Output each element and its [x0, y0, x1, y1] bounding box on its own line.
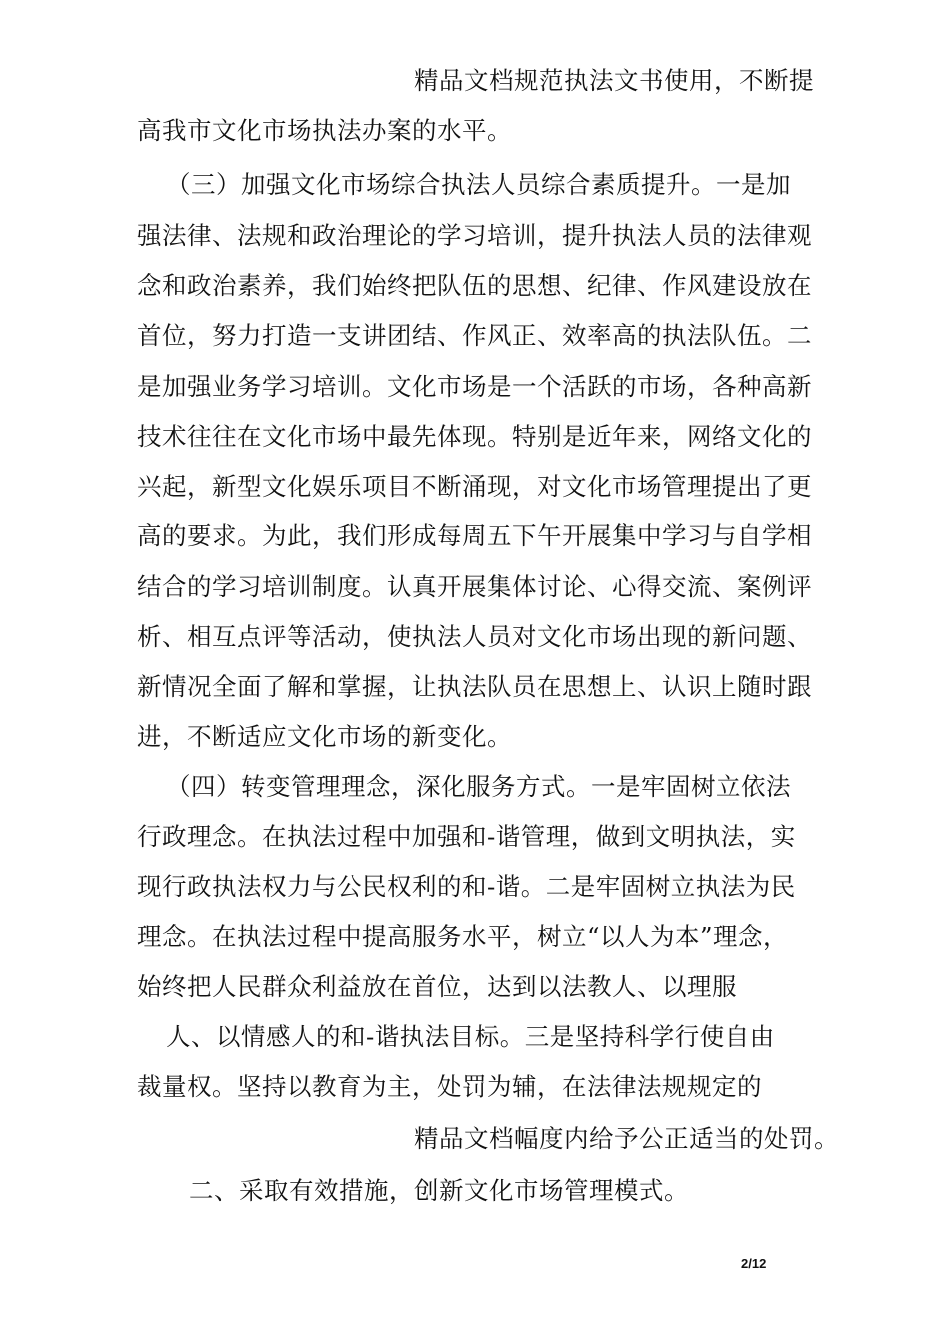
text-line: 强法律、法规和政治理论的学习培训，提升执法人员的法律观 — [137, 221, 812, 250]
text-line: 技术往往在文化市场中最先体现。特别是近年来，网络文化的 — [137, 422, 812, 451]
paragraph-heading-3: （三）加强文化市场综合执法人员综合素质提升。一是加 — [166, 170, 791, 199]
paragraph-heading-4: （四）转变管理理念，深化服务方式。一是牢固树立依法 — [166, 772, 791, 801]
text-line: 行政理念。在执法过程中加强和-谐管理，做到文明执法，实 — [137, 822, 796, 851]
text-line: 析、相互点评等活动，使执法人员对文化市场出现的新问题、 — [137, 622, 812, 651]
text-line: 理念。在执法过程中提高服务水平，树立“以人为本”理念， — [137, 922, 789, 951]
text-line: 高我市文化市场执法办案的水平。 — [137, 116, 512, 145]
page-number: 2/12 — [741, 1256, 767, 1271]
text-line: 是加强业务学习培训。文化市场是一个活跃的市场，各种高新 — [137, 372, 812, 401]
section-heading: 二、采取有效措施，创新文化市场管理模式。 — [189, 1176, 689, 1205]
text-line: 念和政治素养，我们始终把队伍的思想、纪律、作风建设放在 — [137, 271, 812, 300]
text-line: 精品文档幅度内给予公正适当的处罚。 — [414, 1124, 839, 1153]
text-line: 裁量权。坚持以教育为主，处罚为辅，在法律法规规定的 — [137, 1072, 762, 1101]
text-line: 进，不断适应文化市场的新变化。 — [137, 722, 512, 751]
text-line: 精品文档规范执法文书使用，不断提 — [414, 66, 814, 95]
text-line: 结合的学习培训制度。认真开展集体讨论、心得交流、案例评 — [137, 572, 812, 601]
text-line: 新情况全面了解和掌握，让执法队员在思想上、认识上随时跟 — [137, 672, 812, 701]
text-line: 兴起，新型文化娱乐项目不断涌现，对文化市场管理提出了更 — [137, 472, 812, 501]
text-line: 高的要求。为此，我们形成每周五下午开展集中学习与自学相 — [137, 521, 812, 550]
text-line: 始终把人民群众利益放在首位，达到以法教人、以理服 — [137, 972, 737, 1001]
text-line: 人、以情感人的和-谐执法目标。三是坚持科学行使自由 — [166, 1022, 775, 1051]
text-line: 现行政执法权力与公民权利的和-谐。二是牢固树立执法为民 — [137, 872, 796, 901]
text-line: 首位，努力打造一支讲团结、作风正、效率高的执法队伍。二 — [137, 321, 812, 350]
